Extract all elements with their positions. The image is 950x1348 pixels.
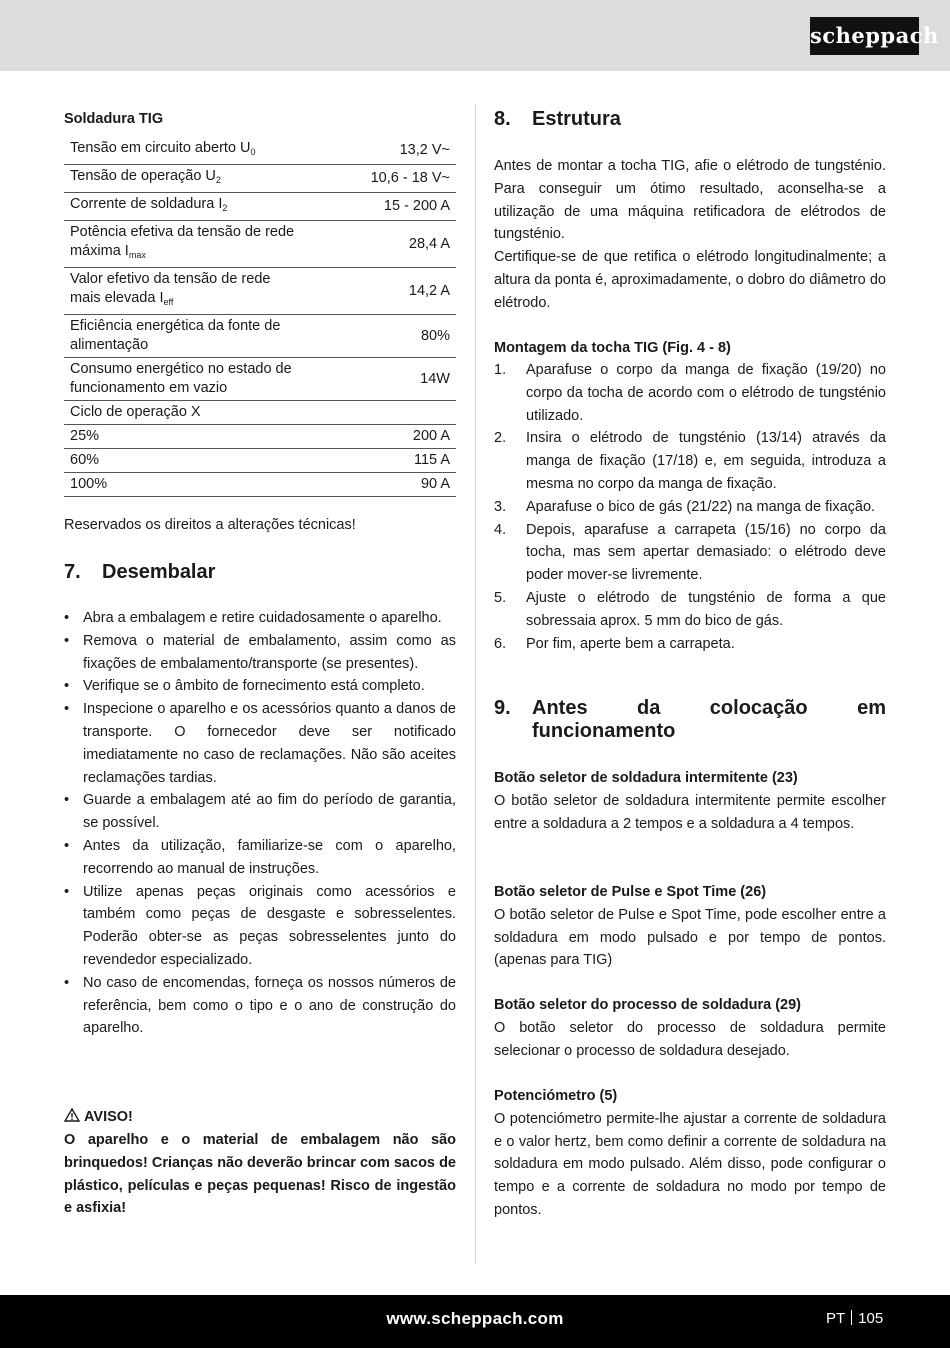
section-8-title: Estrutura — [532, 108, 621, 130]
spec-row — [64, 268, 456, 315]
control-description: O botão seletor do processo de soldadura permite selecionar o processo de soldadura desejado. — [494, 1019, 886, 1059]
tig-spec-table — [64, 137, 456, 497]
structure-paragraph-2: Certifique-se de que retifica o elétrodo longitudinalmente; a altura da ponta é, aproximadamente, o dobro do diâmetro do elétrodo. — [494, 249, 886, 311]
control-description: O botão seletor de soldadura intermitente permite escolher entre a soldadura a 2 tempos e a soldadura a 4 tempos. — [494, 792, 886, 832]
step-number: 4. — [494, 521, 507, 538]
list-item: • No caso de encomendas, forneça os nossos números de referência, bem como o tipo e o ano de construção do aparelho. — [64, 972, 456, 1040]
step-text: Depois, aparafuse a carrapeta (15/16) no corpo da tocha, mas sem apertar demasiado: o elétrodo deve poder mover-se livremente. — [526, 521, 886, 584]
spec-value: 28,4 A — [301, 221, 456, 268]
step-item — [494, 359, 886, 427]
spec-label-subscript: 2 — [222, 203, 228, 213]
page-footer — [0, 1295, 950, 1348]
spec-value: 10,6 - 18 V~ — [301, 165, 456, 193]
spec-label-subscript: eff — [163, 297, 174, 307]
step-number: 3. — [494, 498, 507, 515]
spec-label-text: Ciclo de operação X — [70, 404, 201, 420]
step-item — [494, 519, 886, 587]
list-item: • Verifique se o âmbito de fornecimento está completo. — [64, 675, 456, 698]
list-item: • Remova o material de embalamento, assim como as fixações de embalamento/transporte (se presentes). — [64, 630, 456, 676]
spec-label-subscript: 0 — [250, 147, 256, 157]
step-number: 2. — [494, 430, 507, 447]
step-number: 1. — [494, 362, 507, 378]
warning-triangle-icon — [64, 1108, 80, 1122]
spec-value: 14W — [301, 358, 456, 401]
torch-assembly-steps — [494, 359, 886, 655]
spec-value: 14,2 A — [301, 268, 456, 315]
page-number — [826, 1310, 883, 1327]
spec-value — [301, 401, 456, 425]
spec-label-subscript: 2 — [215, 175, 221, 185]
column-divider — [475, 104, 476, 1264]
spec-row — [64, 165, 456, 193]
section-9-number: 9. — [494, 697, 511, 719]
control-block — [494, 1085, 886, 1222]
spec-label — [64, 221, 301, 268]
spec-row — [64, 358, 456, 401]
control-heading: Botão seletor de Pulse e Spot Time (26) — [494, 884, 767, 900]
control-block — [494, 994, 886, 1062]
spec-label — [64, 165, 301, 193]
spec-label-text: 60% — [70, 452, 100, 468]
step-text: Por fim, aperte bem a carrapeta. — [526, 635, 735, 652]
spec-value: 200 A — [301, 425, 456, 449]
spec-label — [64, 425, 301, 449]
list-item: • Utilize apenas peças originais como acessórios e também como peças de desgaste e sobresselentes. Poderão obter-se as peças sobresselentes junto do revendedor especializado. — [64, 881, 456, 972]
control-heading: Botão seletor de soldadura intermitente (23) — [494, 770, 798, 786]
page-header — [0, 0, 950, 71]
section-9-heading — [494, 697, 886, 743]
spec-label-text: 25% — [70, 428, 100, 444]
spec-label-text: Corrente de soldadura I — [70, 196, 223, 212]
step-text: Aparafuse o corpo da manga de fixação (19/20) no corpo da tocha de acordo com o elétrodo de tungsténio utilizado. — [526, 362, 886, 424]
list-item: • Abra a embalagem e retire cuidadosamente o aparelho. — [64, 607, 456, 630]
spec-label-text: Tensão em circuito aberto U — [70, 140, 251, 156]
spec-value: 115 A — [301, 449, 456, 473]
list-item: • Inspecione o aparelho e os acessórios quanto a danos de transporte. O fornecedor deve ser notificado imediatamente no caso de reclamações. Não são aceites reclamações tardias. — [64, 698, 456, 789]
section-7-heading — [64, 561, 215, 584]
control-heading: Potenciómetro (5) — [494, 1088, 618, 1104]
section-9-title: Antes da colocação em funcionamento — [532, 697, 886, 742]
step-item — [494, 427, 886, 495]
warning-text: O aparelho e o material de embalagem não são brinquedos! Crianças não deverão brincar com sacos de plástico, películas e peças pequenas! Risco de ingestão e asfixia! — [64, 1132, 456, 1217]
section-7-title: Desembalar — [102, 561, 216, 583]
spec-label — [64, 193, 301, 221]
step-number: 5. — [494, 589, 507, 606]
control-heading: Botão seletor do processo de soldadura (29) — [494, 997, 801, 1013]
spec-label-text: Eficiência energética da fonte de alimentação — [70, 318, 281, 353]
step-item — [494, 587, 886, 633]
section-8-number: 8. — [494, 108, 511, 130]
spec-value: 80% — [301, 315, 456, 358]
list-item: • Guarde a embalagem até ao fim do período de garantia, se possível. — [64, 789, 456, 835]
warning-title: AVISO! — [84, 1109, 133, 1125]
section-8-heading — [494, 108, 621, 131]
control-block — [494, 881, 886, 972]
page-separator — [851, 1310, 852, 1325]
spec-label-text: Valor efetivo da tensão de rede mais elevada I — [70, 271, 271, 306]
control-description: O potenciómetro permite-lhe ajustar a corrente de soldadura e o valor hertz, bem como definir a corrente de soldadura na soldadura em modo pulsado. Além disso, pode configurar o tempo e a corrente de soldadura no modo por tempo de pontos. — [494, 1110, 886, 1218]
step-item — [494, 496, 886, 519]
spec-row — [64, 221, 456, 268]
technical-changes-note: Reservados os direitos a alterações técnicas! — [64, 517, 356, 533]
spec-label — [64, 358, 301, 401]
warning-heading — [64, 1106, 133, 1129]
footer-url: www.scheppach.com — [386, 1309, 564, 1328]
spec-label — [64, 268, 301, 315]
footer-page: 105 — [858, 1310, 884, 1327]
spec-value: 13,2 V~ — [301, 137, 456, 165]
step-text: Insira o elétrodo de tungsténio (13/14) através da manga de fixação (17/18) e, em seguida, introduza a mesma no corpo da manga de fixação. — [526, 430, 886, 492]
spec-row — [64, 473, 456, 497]
spec-label-subscript: max — [128, 250, 146, 260]
control-block — [494, 767, 886, 835]
spec-label — [64, 401, 301, 425]
control-description: O botão seletor de Pulse e Spot Time, pode escolher entre a soldadura em modo pulsado e por tempo de pontos. (apenas para TIG) — [494, 906, 886, 969]
spec-label-text: Consumo energético no estado de funcionamento em vazio — [70, 361, 292, 396]
tig-table-title: Soldadura TIG — [64, 111, 164, 127]
spec-row — [64, 137, 456, 165]
list-item: • Antes da utilização, familiarize-se com o aparelho, recorrendo ao manual de instruções. — [64, 835, 456, 881]
spec-label — [64, 473, 301, 497]
torch-assembly-subheading: Montagem da tocha TIG (Fig. 4 - 8) — [494, 340, 731, 356]
spec-value: 90 A — [301, 473, 456, 497]
footer-language: PT — [826, 1310, 846, 1327]
step-number: 6. — [494, 635, 507, 652]
spec-row — [64, 401, 456, 425]
brand-logo: scheppach — [810, 17, 919, 55]
spec-row — [64, 315, 456, 358]
spec-label-text: Tensão de operação U — [70, 168, 216, 184]
spec-row — [64, 449, 456, 473]
step-text: Ajuste o elétrodo de tungsténio de forma a que sobressaia aprox. 5 mm do bico de gás. — [526, 589, 886, 629]
step-item — [494, 633, 886, 656]
spec-value: 15 - 200 A — [301, 193, 456, 221]
spec-row — [64, 193, 456, 221]
spec-label-text: 100% — [70, 476, 108, 492]
unpacking-list — [64, 607, 456, 1040]
spec-row — [64, 425, 456, 449]
spec-label — [64, 137, 301, 165]
spec-label — [64, 449, 301, 473]
section-7-number: 7. — [64, 561, 81, 583]
spec-label — [64, 315, 301, 358]
structure-paragraph-1: Antes de montar a tocha TIG, afie o elétrodo de tungsténio. Para conseguir um ótimo resultado, aconselha-se a utilização de uma máquina retificadora de elétrodos de tungsténio. — [494, 158, 886, 243]
spec-label-text: Potência efetiva da tensão de rede máxima I — [70, 224, 295, 259]
step-text: Aparafuse o bico de gás (21/22) na manga de fixação. — [526, 498, 876, 515]
